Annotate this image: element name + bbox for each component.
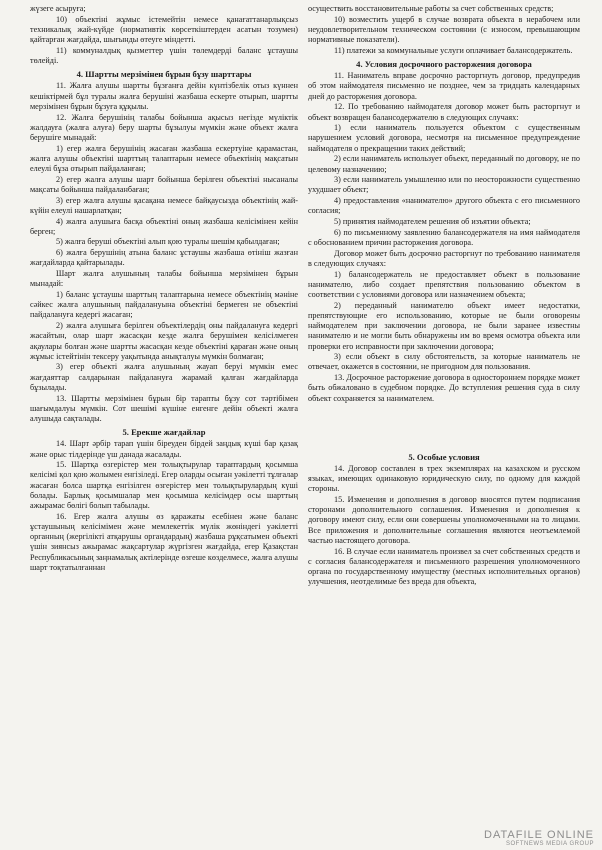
left-section5	[30, 439, 298, 573]
paragraph: жүзеге асыруға;	[30, 4, 86, 13]
paragraph: 4) предоставления «нанимателю» другого объекта с его письменного согласия;	[308, 196, 580, 216]
paragraph: 12. Жалға берушінің талабы бойынша ақысыз негізде мүліктік жалдауға (жалға алуға) беру шарты бұзылуы мүмкін және объект жалға берушіге мынадай:	[30, 112, 298, 142]
paragraph: 3) если объект в силу обстоятельств, за которые наниматель не отвечает, окажется в состоянии, не пригодном для пользования.	[308, 352, 580, 372]
paragraph: 1) егер жалға берушінің жасаған жазбаша ескертуіне қарамастан, жалға алушы объектіні шарттың талаптарын немесе объектінің мақсатын елеулі бұза отырып пайдаланған;	[30, 143, 298, 174]
paragraph: 2) жалға алушыға берілген объектілердің оны пайдалануға кедергі жасайтын, олар шарт жасасқан кезде жалға берушімен келісілмеген ақаулары болған және шартты жасасқан кезде объектіні қараған және оның жұмыс істейтінін тексеру уақытында анықталуы мүмкін болмаған;	[30, 321, 298, 361]
paragraph: 13. Шартты мерзімінен бұрын бір тарапты бұзу сот тәртібімен шағымдалуы мүмкін. Сот шешімі күшіне енгенге дейін объекті жалға алушыда сақталады.	[30, 393, 298, 423]
paragraph: 15. Изменения и дополнения в договор вносятся путем подписания сторонами дополнительного соглашения. Изменения и дополнения к договору имеют силу, если они совершены уполномоченными на то лицами. Все приложения и дополнительные соглашения являются неотъемлемой частью настоящего договора.	[308, 495, 580, 545]
paragraph: 3) егер жалға алушы қасақана немесе байқаусызда объектінің жай-күйін елеулі нашарлатқан;	[30, 195, 298, 215]
watermark	[484, 829, 594, 847]
paragraph: Шарт жалға алушының талабы бойынша мерзімінен бұрын мынадай:	[30, 269, 298, 289]
paragraph: 14. Шарт әрбір тарап үшін біреуден бірдей заңдық күші бар қазақ және орыс тілдерінде үш данада жасалады.	[30, 439, 298, 459]
left-intro	[30, 4, 298, 66]
paragraph: 3) если наниматель умышленно или по неосторожности существенно ухудшает объект;	[308, 175, 580, 195]
left-section5-title: 5. Ерекше жағдайлар	[122, 427, 206, 438]
paragraph: 2) переданный нанимателю объект имеет недостатки, препятствующие его использованию, которые не были оговорены наймодателем при заключении договора, не были заранее известны нанимателю и не могли быть обнаружены им во время осмотра объекта или проверки его исправности при заключении договора;	[308, 300, 580, 351]
paragraph: 2) егер жалға алушы шарт бойынша берілген объектіні нысаналы мақсаты бойынша пайдаланбаған;	[30, 174, 298, 194]
paragraph: 10) возместить ущерб в случае возврата объекта в нерабочем или неудовлетворительном техническом состоянии (с износом, превышающим нормативные показатели).	[308, 14, 580, 45]
paragraph: 6) по письменному заявлению балансодержателя на имя наймодателя с обоснованием причин расторжения договора.	[308, 227, 580, 247]
paragraph: 12. По требованию наймодателя договор может быть расторгнут и объект возвращен балансодержателю в следующих случаях:	[308, 102, 580, 122]
left-section4-title: 4. Шартты мерзімінен бұрын бұзу шарттары	[76, 69, 252, 80]
right-section4-title: 4. Условия досрочного расторжения договора	[356, 59, 532, 70]
paragraph: 14. Договор составлен в трех экземплярах на казахском и русском языках, имеющих одинаковую юридическую силу, по одному для каждой стороны.	[308, 463, 580, 494]
paragraph: 15. Шартқа өзгерістер мен толықтырулар тараптардың қосымша келісімі қол қою жолымен енгізіледі. Егер оларды осыған уәкілетті тұлғалар жасаған болса шартқа енгізілген өзгерістер мен толықтырулардың күші болады. Барлық қосымшалар мен қосымша келісімдер осы шарттың ажырамас бөлігі болып табылады.	[30, 460, 298, 511]
paragraph: 4) жалға алушыға басқа объектіні оның жазбаша келісімінен кейін берген;	[30, 216, 298, 236]
paragraph: 3) егер объекті жалға алушының жауап беруі мүмкін емес жағдаяттар салдарынан пайдалануға жарамай қалған жағдайларда бұзылады.	[30, 362, 298, 392]
paragraph: осуществить восстановительные работы за счет собственных средств;	[308, 4, 554, 13]
watermark-sub: SOFTNEWS MEDIA GROUP	[505, 841, 594, 847]
paragraph: 1) баланс ұстаушы шарттың талаптарына немесе объектінің мәніне сәйкес жалға алушының пайдалануына объектіні бермеген не объектіні пайдалануға кедергі жасаған;	[30, 289, 298, 320]
paragraph: 2) если наниматель использует объект, переданный по договору, не по целевому назначению;	[308, 154, 580, 174]
right-intro	[308, 4, 580, 56]
kazakh-column	[30, 4, 298, 573]
paragraph: Договор может быть досрочно расторгнут по требованию нанимателя в следующих случаях:	[308, 248, 580, 268]
paragraph: 6) жалға берушінің атына баланс ұстаушы жазбаша өтініш жазған жағдайларда қайтарылады.	[30, 248, 298, 268]
russian-column	[308, 4, 580, 588]
paragraph: 11) платежи за коммунальные услуги оплачивает балансодержатель.	[334, 45, 573, 55]
paragraph: 11. Жалға алушы шартты бұзғанға дейін күнтізбелік отыз күннен кешіктірмей бұл туралы жалға берушіні жазбаша ескерте отырып, шартты мерзімінен бұрын бұзуға құқылы.	[30, 81, 298, 111]
paragraph: 5) жалға беруші объектіні алып қою туралы шешім қабылдаған;	[56, 237, 280, 247]
paragraph: 13. Досрочное расторжение договора в одностороннем порядке может быть обжаловано в судебном порядке. До вступления решения суда в силу объект сохраняется за нанимателем.	[308, 373, 580, 403]
paragraph: 11. Наниматель вправе досрочно расторгнуть договор, предупредив об этом наймодателя письменно не позднее, чем за тридцать календарных дней до расторжения договора.	[308, 71, 580, 101]
paragraph: 10) объектіні жұмыс істемейтін немесе қанағаттанарлықсыз техникалық жай-күйде (нормативтік көрсеткіштерден асатын тозумен) қайтарған жағдайда, шығынды өтеуге міндетті.	[30, 14, 298, 45]
right-section4	[308, 71, 580, 404]
paragraph: 5) принятия наймодателем решения об изъятии объекта;	[334, 217, 531, 227]
right-section5	[308, 464, 580, 587]
watermark-logo: DATAFILE ONLINE	[484, 829, 594, 841]
paragraph: 16. Егер жалға алушы өз қаражаты есебінен және баланс ұстаушының келісімімен және мемлекеттік мүлік жөніндегі уәкілетті органның (жергілікті атқарушы органдардың) жазбаша рұқсатымен объекті үшін зиянсыз ажырамас жақсартулар жүргізген жағдайда, егер Қазақстан Республикасының заңнамалық актілерінде өзгеше көзделмесе, жалға алушы шарт тоқтатылғаннан	[30, 511, 298, 572]
paragraph: 11) коммуналдық қызметтер үшін төлемдерді баланс ұстаушы төлейді.	[30, 45, 298, 66]
paragraph: 16. В случае если наниматель произвел за счет собственных средств и с согласия балансодержателя и письменного разрешения уполномоченного органа по государственному имуществу (местных исполнительных органов) улучшения, неотделимые без вреда для объекта,	[308, 546, 580, 587]
right-section5-title: 5. Особые условия	[408, 451, 480, 462]
paragraph: 1) если наниматель пользуется объектом с существенным нарушением условий договора, несмотря на письменное предупреждение наймодателя о прекращении таких действий;	[308, 123, 580, 153]
left-section4	[30, 81, 298, 424]
paragraph: 1) балансодержатель не предоставляет объект в пользование нанимателю, либо создает препятствия пользованию объектом в соответствии с условиями договора или назначением объекта;	[308, 269, 580, 299]
